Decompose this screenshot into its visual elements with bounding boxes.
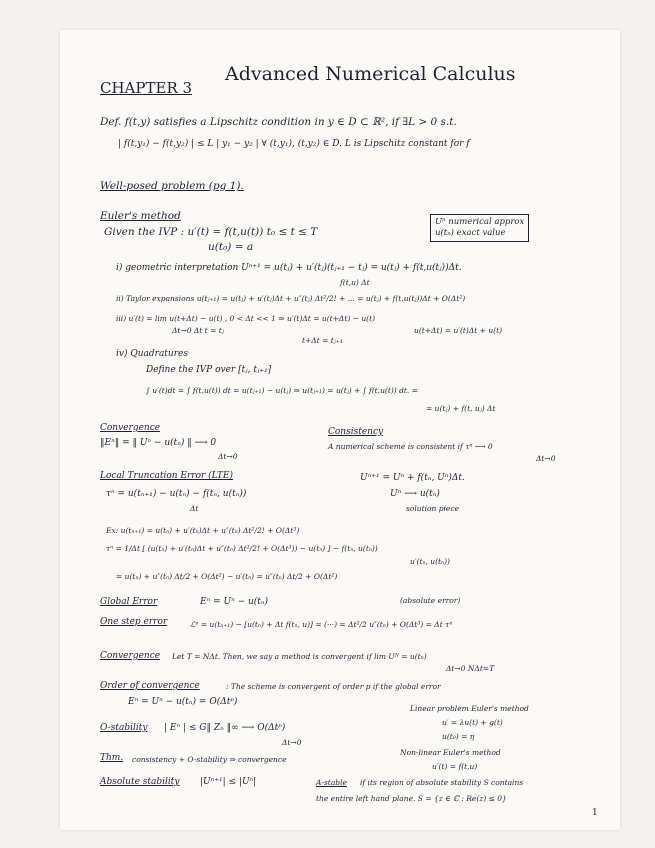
global-error-equation: Eⁿ = Uⁿ − u(tₙ) (200, 597, 269, 607)
ivp-equation: Given the IVP : u′(t) = f(t,u(t)) t₀ ≤ t ≤ T (104, 226, 318, 238)
convergence-heading: Convergence (100, 423, 161, 433)
consistency-limit: Δt→0 (536, 454, 556, 463)
quadrature-result: = u(tⱼ) + f(t, uⱼ) Δt (426, 404, 496, 413)
quadrature-define: Define the IVP over [tⱼ, tⱼ₊₁] (146, 365, 272, 375)
euler-limit-sub: Δt→0 Δt t = tⱼ (172, 326, 224, 335)
one-step-heading: One step error (100, 617, 168, 627)
convergence-limit: Δt→0 (218, 452, 238, 461)
lte-approximation-note: solution piece (406, 504, 460, 513)
nonlinear-ode: u′(t) = f(t,u) (432, 762, 478, 771)
linear-problem-initial: u(t₀) = η (442, 732, 475, 741)
lte-expansion: τⁿ = 1/Δt [ (u(tₙ) + u′(tₙ)Δt + u″(tₙ) Δt²/2! + O(Δt³)) − u(tₙ) ] − f(tₙ, u(tₙ)) (106, 544, 378, 553)
one-step-equation: ℒⁿ = u(tₙ₊₁) − [u(tₙ) + Δt f(tₙ, u)] = (···) = Δt²/2 u″(tₙ) + O(Δt³) = Δt τⁿ (190, 620, 453, 629)
quadrature-integral: ∫ u′(t)dt = ∫ f(t,u(t)) dt = u(tⱼ₊₁) − u(tⱼ) ⇒ u(tⱼ₊₁) = u(tⱼ) + ∫ f(t,u(t)) dt. = (146, 386, 418, 395)
euler-limit-sub2: t+Δt = tⱼ₊₁ (302, 336, 343, 345)
euler-heading: Euler's method (100, 210, 181, 222)
o-stability-heading: O-stability (100, 723, 148, 733)
euler-limit-right: u(t+Δt) = u′(t)Δt + u(t) (414, 326, 503, 335)
wellposed-heading: Well-posed problem (pg 1). (100, 180, 244, 192)
theorem-text: consistency + O-stability ⇒ convergence (132, 755, 287, 764)
global-error-note: (absolute error) (400, 596, 461, 605)
convergence2-heading: Convergence (100, 651, 161, 661)
notation-box (430, 214, 529, 242)
lte-tau-denominator: Δt (190, 504, 199, 513)
euler-geometric-sub: f(t,u) Δt (340, 278, 370, 287)
o-stability-equation: | Eⁿ | ≤ G‖ Zₙ ‖∞ ⟶ O(Δtᵖ) (164, 723, 286, 733)
absolute-stability-heading: Absolute stability (100, 777, 180, 787)
order-heading: Order of convergence (100, 681, 200, 691)
linear-problem-ode: u′ = λu(t) + g(t) (442, 718, 503, 727)
lte-example: Ex: u(tₙ₊₁) = u(tₙ) + u′(tₙ)Δt + u″(tₙ) Δt²/2! + O(Δt³) (106, 526, 300, 535)
lte-expansion-note: u′(tₙ, u(tₙ)) (410, 557, 450, 566)
chapter-label: CHAPTER 3 (100, 79, 193, 97)
absolute-stability-equation: |Uⁿ⁺¹| ≤ |Uⁿ| (200, 777, 257, 787)
euler-quadratures: iv) Quadratures (116, 349, 188, 359)
nonlinear-heading: Non-linear Euler's method (400, 748, 501, 757)
global-error-heading: Global Error (100, 597, 158, 607)
lte-approximation: Uⁿ ⟶ u(tₙ) (390, 489, 440, 499)
o-stability-limit: Δt→0 (282, 738, 302, 747)
euler-limit: iii) u′(t) = lim u(t+Δt) − u(t) , 0 < Δt << 1 ⇒ u′(t)Δt = u(t+Δt) − u(t) (116, 314, 376, 323)
euler-taylor: ii) Taylor expansions u(tⱼ₊₁) = u(tⱼ) + u′(tⱼ)Δt + u″(tⱼ) Δt²/2! + ... = u(tⱼ) + f(t,u(tⱼ))Δt + O(Δt²) (116, 294, 466, 303)
a-stable-text-2: the entire left hand plane. S = {z ∈ ℂ : Re(z) ≤ 0} (316, 794, 507, 803)
order-text: : The scheme is convergent of order p if the global error (226, 682, 441, 691)
order-equation: Eⁿ = Uⁿ − u(tₙ) = O(Δtᵖ) (128, 697, 238, 707)
notation-numerical: Uⁿ numerical approx (435, 217, 525, 227)
lte-tau: τⁿ = u(tₙ₊₁) − u(tₙ) − f(tₙ, u(tₙ)) (106, 489, 247, 499)
a-stable-label: A-stable (316, 778, 347, 787)
definition-line-1: Def. f(t,y) satisfies a Lipschitz condition in y ∈ D ⊂ ℝ², if ∃L > 0 s.t. (100, 116, 457, 128)
convergence2-limit: Δt→0 NΔt=T (446, 664, 495, 673)
linear-problem-heading: Linear problem Euler's method (410, 704, 529, 713)
notebook-page (60, 30, 620, 830)
page-title: Advanced Numerical Calculus (225, 63, 516, 85)
ivp-initial: u(t₀) = a (208, 241, 254, 253)
convergence-definition: ‖Eⁿ‖ = ‖ Uⁿ − u(tₙ) ‖ ⟶ 0 (100, 438, 217, 448)
page-number: 1 (592, 808, 598, 818)
lte-scheme: Uⁿ⁺¹ = Uⁿ + f(tₙ, Uⁿ)Δt. (360, 473, 465, 483)
consistency-definition: A numerical scheme is consistent if τⁿ ⟶ 0 (328, 442, 493, 451)
convergence2-text: Let T = NΔt. Then, we say a method is convergent if lim Uᴺ = u(tₙ) (172, 652, 427, 661)
lte-heading: Local Truncation Error (LTE) (100, 471, 234, 481)
euler-geometric: i) geometric interpretation Uⁿ⁺¹ = u(tⱼ) + u′(tⱼ)(tⱼ₊₁ − tⱼ) = u(tⱼ) + f(t,u(tⱼ))Δt. (116, 263, 462, 273)
a-stable-text: if its region of absolute stability S contains (360, 778, 524, 787)
theorem-label: Thm. (100, 753, 124, 763)
notation-exact: u(tₙ) exact value (435, 228, 506, 238)
lte-result: = u(tₙ) + u″(tₙ) Δt/2 + O(Δt²) − u′(tₙ) = u″(tₙ) Δt/2 + O(Δt²) (116, 572, 338, 581)
consistency-heading: Consistency (328, 427, 384, 437)
definition-line-2: | f(t,y₁) − f(t,y₂) | ≤ L | y₁ − y₂ | ∀ (t,y₁), (t,y₂) ∈ D. L is Lipschitz constant for f (118, 139, 470, 149)
